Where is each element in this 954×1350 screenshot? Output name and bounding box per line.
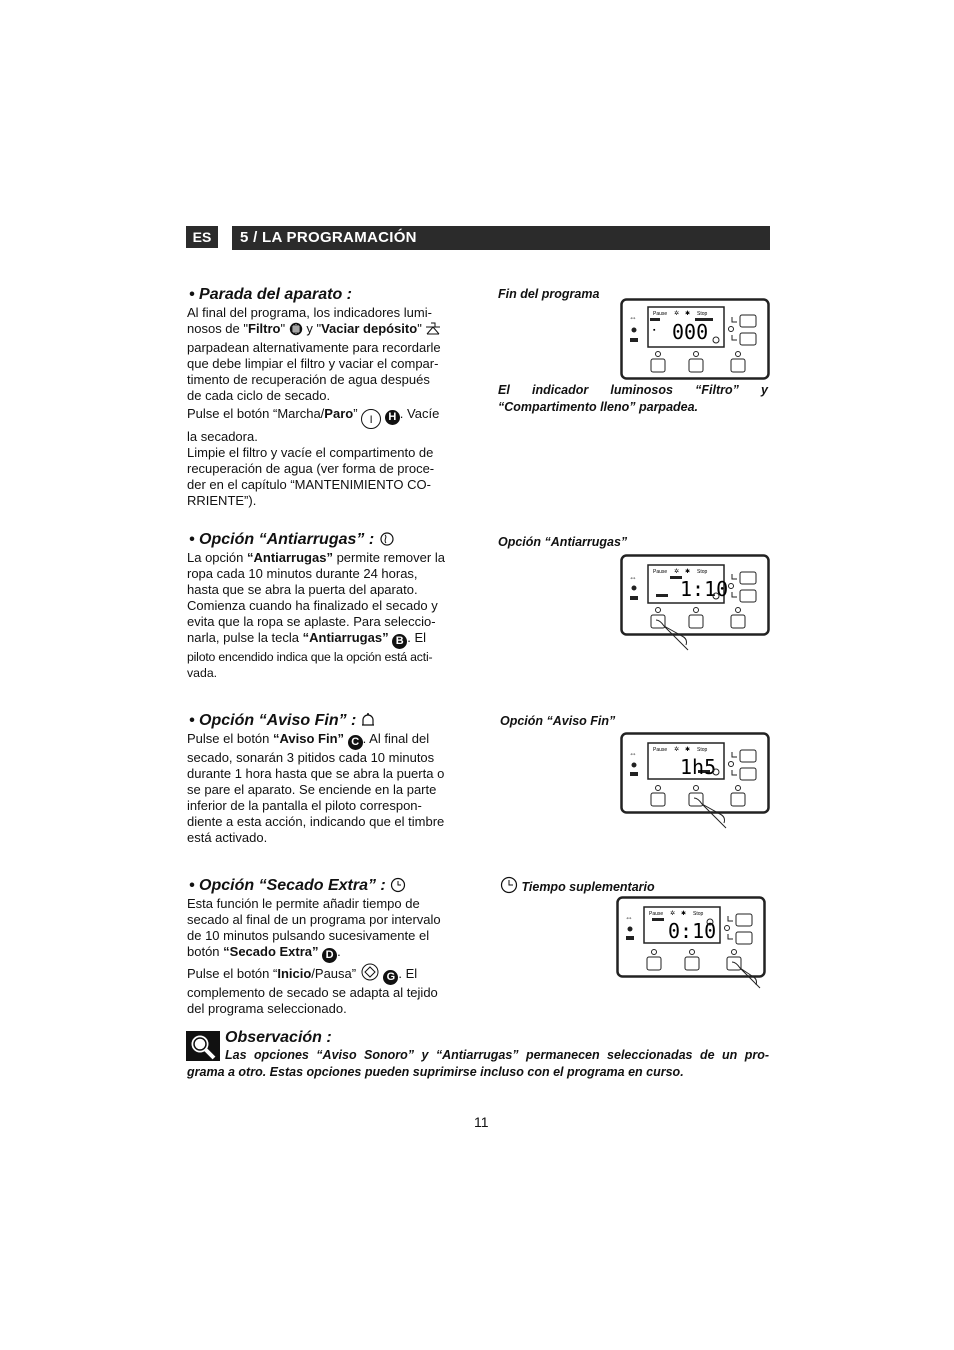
- text-line: Pulse el botón “Aviso Fin” C . Al final del: [187, 731, 430, 748]
- fin-caption: Fin del programa: [498, 287, 600, 301]
- text-line: Limpie el filtro y vacíe el compartimento de: [187, 445, 434, 460]
- panel-display: 0:10: [668, 919, 717, 943]
- badge-c: C: [348, 735, 363, 750]
- anti-crease-icon: [379, 531, 395, 552]
- text-line: RRIENTE”).: [187, 493, 257, 508]
- text-line: que debe limpiar el filtro y vaciar el compar-: [187, 356, 439, 371]
- secado-body: [187, 896, 458, 1017]
- text-line: inferior de la pantalla el piloto correspon-: [187, 798, 422, 813]
- svg-text:⇔: ⇔: [625, 913, 633, 922]
- start-pause-icon: [360, 963, 380, 985]
- panel-pause-label: Pause: [649, 911, 664, 917]
- svg-text:✱: ✱: [685, 747, 691, 753]
- panel-pause-label: Pause: [653, 747, 668, 753]
- text-line: de 10 minutos pulsando sucesivamente el: [187, 928, 430, 943]
- panel-stop-label: Stop: [693, 911, 704, 917]
- text-line: Pulse el botón “Marcha/Paro” I H . Vacíe: [187, 406, 458, 429]
- control-panel-fin: [620, 298, 770, 380]
- text-line: recuperación de agua (ver forma de proce-: [187, 461, 435, 476]
- tiempo-caption: [500, 876, 655, 897]
- tiempo-caption-text: Tiempo suplementario: [521, 880, 655, 894]
- control-panel-antiarrugas: [620, 554, 770, 654]
- text-line: narla, pulse la tecla “Antiarrugas” B . El: [187, 630, 427, 647]
- svg-text:✲: ✲: [674, 569, 680, 575]
- antiarrugas-heading: • Opción “Antiarrugas” :: [189, 531, 395, 552]
- text-line: diente a esta acción, indicando que el timbre: [187, 814, 445, 829]
- svg-text:⇔: ⇔: [629, 573, 637, 582]
- text-line: piloto encendido indica que la opción está acti-: [187, 650, 433, 664]
- text-line: del programa seleccionado.: [187, 1001, 347, 1016]
- svg-text:✱: ✱: [681, 911, 687, 917]
- panel-stop-label: Stop: [697, 311, 708, 317]
- text-line: se pare el aparato. Se enciende en la parte: [187, 782, 437, 797]
- text-line: la secadora.: [187, 429, 258, 444]
- fin-note: [498, 382, 768, 416]
- panel-stop-label: Stop: [697, 747, 708, 753]
- text-line: está activado.: [187, 830, 268, 845]
- aviso-caption: Opción “Aviso Fin”: [500, 714, 616, 728]
- svg-text:✲: ✲: [670, 911, 676, 917]
- svg-text:⇔: ⇔: [629, 749, 637, 758]
- panel-display: 1h5: [680, 755, 717, 779]
- note-line: grama a otro. Estas opciones pueden suprimirse incluso con el programa en curso.: [187, 1065, 684, 1079]
- fin-note-line: “Compartimento lleno” parpadea.: [498, 400, 699, 414]
- start-stop-button-icon: I: [361, 409, 381, 429]
- secado-heading: • Opción “Secado Extra” :: [189, 877, 406, 898]
- antiarrugas-body: [187, 550, 458, 681]
- extra-time-icon: [500, 876, 518, 897]
- text-line: vada.: [187, 666, 218, 680]
- parada-heading: • Parada del aparato :: [189, 286, 352, 303]
- clock-icon: [390, 877, 406, 898]
- text-line: Al final del programa, los indicadores lumi-: [187, 305, 432, 320]
- panel-display: 1:10: [680, 577, 729, 601]
- panel-pause-label: Pause: [653, 311, 668, 317]
- badge-b: B: [392, 634, 407, 649]
- fin-note-line: El indicador luminosos “Filtro” y: [498, 383, 768, 397]
- section-title: 5 / LA PROGRAMACIÓN: [232, 226, 770, 250]
- panel-display: 000: [672, 320, 709, 344]
- aviso-body: [187, 731, 458, 846]
- badge-g: G: [383, 970, 398, 985]
- control-panel-aviso: [620, 732, 770, 832]
- text-line: evita que la ropa se aplaste. Para seleccio-: [187, 614, 436, 629]
- text-line: secado al final de un programa por intervalo: [187, 912, 441, 927]
- text-line: Pulse el botón “Inicio/Pausa” G . El: [187, 963, 458, 985]
- parada-body: [187, 305, 458, 509]
- text-line: parpadean alternativamente para recordarle: [187, 340, 441, 355]
- text-line: hasta que se abra la puerta del aparato.: [187, 582, 418, 597]
- text-line: der en el capítulo “MANTENIMIENTO CO-: [187, 477, 431, 492]
- svg-text:▪: ▪: [653, 327, 656, 334]
- svg-text:✱: ✱: [685, 311, 691, 317]
- note-body: [187, 1047, 769, 1081]
- note-line: Las opciones “Aviso Sonoro” y “Antiarrugas” permanecen seleccionadas de un pro-: [225, 1048, 769, 1062]
- svg-text:⇔: ⇔: [629, 313, 637, 322]
- water-tank-icon: [425, 322, 441, 340]
- control-panel-tiempo: [616, 896, 770, 996]
- text-line: nosos de "Filtro" y "Vaciar depósito": [187, 321, 458, 340]
- bell-icon: [361, 712, 375, 733]
- text-line: secado, sonarán 3 pitidos cada 10 minutos: [187, 750, 435, 765]
- panel-stop-label: Stop: [697, 569, 708, 575]
- page-number: 11: [474, 1114, 489, 1130]
- text-line: durante 1 hora hasta que se abra la puerta o: [187, 766, 445, 781]
- text-line: La opción “Antiarrugas” permite remover la: [187, 550, 445, 565]
- antiarrugas-caption: Opción “Antiarrugas”: [498, 535, 628, 549]
- text-line: timento de recuperación de agua después: [187, 372, 430, 387]
- aviso-heading: • Opción “Aviso Fin” :: [189, 712, 375, 733]
- badge-d: D: [322, 948, 337, 963]
- text-line: complemento de secado se adapta al tejido: [187, 985, 438, 1000]
- text-line: de cada ciclo de secado.: [187, 388, 331, 403]
- text-line: Esta función le permite añadir tiempo de: [187, 896, 420, 911]
- svg-text:✲: ✲: [674, 747, 680, 753]
- panel-pause-label: Pause: [653, 569, 668, 575]
- text-line: botón “Secado Extra” D .: [187, 944, 341, 961]
- badge-h: H: [385, 410, 400, 425]
- svg-text:✱: ✱: [685, 569, 691, 575]
- filter-icon: [289, 322, 303, 340]
- text-line: ropa cada 10 minutos durante 24 horas,: [187, 566, 418, 581]
- note-heading: Observación :: [225, 1029, 332, 1046]
- svg-text:✲: ✲: [674, 311, 680, 317]
- text-line: Comienza cuando ha finalizado el secado y: [187, 598, 438, 613]
- language-tag: ES: [186, 226, 218, 248]
